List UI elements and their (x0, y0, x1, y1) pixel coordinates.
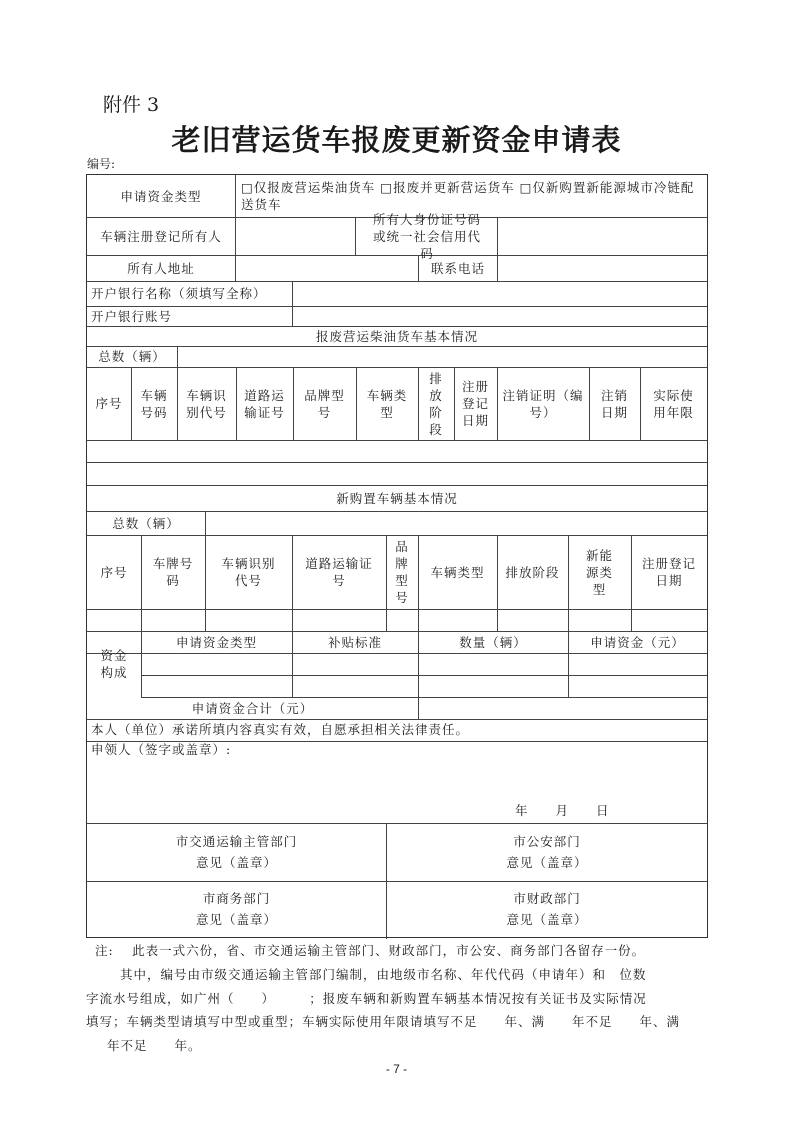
note-line-5: 年不足 年。 (107, 1038, 202, 1053)
approval-opinion: 意见（盖章） (506, 855, 588, 870)
approval-dept: 市公安部门 (513, 834, 581, 849)
scrap-row[interactable] (87, 462, 707, 485)
new-col-header: 新能源类型 (585, 547, 613, 597)
scrap-col-header: 实际使用年限 (653, 387, 694, 420)
scrap-col-header: 品牌型号 (304, 387, 345, 420)
scrap-row[interactable] (87, 440, 707, 462)
address-input[interactable] (236, 255, 418, 281)
scrap-col-header: 注销日期 (600, 387, 628, 420)
scrap-col-header: 序号 (95, 396, 123, 411)
new-total-label: 总数（辆） (112, 515, 180, 531)
serial-label: 编号: (87, 157, 116, 171)
declaration-date: 年 月 日 (515, 803, 610, 818)
id-input[interactable] (498, 217, 706, 255)
declaration-promise: 本人（单位）承诺所填内容真实有效，自愿承担相关法律责任。 (91, 722, 470, 737)
approval-dept: 市财政部门 (513, 891, 581, 906)
address-label: 所有人地址 (127, 260, 195, 276)
fund-type-label: 申请资金类型 (120, 188, 202, 204)
owner-label: 车辆注册登记所有人 (100, 228, 222, 244)
phone-input[interactable] (498, 255, 706, 281)
application-form-table (86, 174, 708, 938)
bank-name-label: 开户银行名称（须填写全称） (91, 286, 267, 301)
new-col-header: 排放阶段 (505, 564, 560, 580)
scrap-col-header: 车辆识别代号 (186, 387, 227, 420)
funding-label: 资金构成 (100, 648, 128, 680)
note-line-1: 注: 此表一式六份，省、市交通运输主管部门、财政部门，市公安、商务部门各留存一份。 (95, 943, 646, 958)
attachment-label: 附件 3 (103, 94, 160, 116)
new-row[interactable] (87, 609, 707, 631)
new-col-header: 道路运输证号 (305, 556, 373, 588)
scrap-col-header: 注册登记日期 (462, 379, 490, 428)
funding-col-header: 申请资金（元） (590, 634, 685, 650)
new-col-header: 品牌型号 (395, 539, 409, 605)
approval-finance[interactable] (387, 881, 707, 937)
scrap-total-input[interactable] (178, 346, 706, 367)
funding-col-header: 补贴标准 (327, 634, 382, 650)
approval-opinion: 意见（盖章） (195, 855, 277, 870)
declaration-signer[interactable]: 申领人（签字或盖章）: (91, 742, 232, 757)
scrap-col-header: 注销证明（编号） (502, 387, 584, 420)
id-label: 所有人身份证号码或统一社会信用代码 (372, 211, 481, 261)
new-col-header: 车辆识别代号 (221, 556, 276, 588)
funding-col-header: 数量（辆） (459, 634, 527, 650)
scrap-col-header: 排放阶段 (429, 370, 443, 437)
scrap-section-title: 报废营运柴油货车基本情况 (315, 328, 478, 344)
new-col-header: 序号 (100, 564, 128, 580)
page-title: 老旧营运货车报废更新资金申请表 (171, 123, 622, 157)
bank-name-input[interactable] (293, 281, 706, 306)
bank-account-input[interactable] (293, 306, 706, 326)
approval-opinion: 意见（盖章） (506, 912, 588, 927)
approval-transport[interactable] (87, 823, 386, 881)
owner-input[interactable] (236, 217, 355, 255)
new-col-header: 车辆类型 (430, 564, 485, 580)
note-line-4: 填写；车辆类型请填写中型或重型；车辆实际使用年限请填写不足 年、满 年不足 年、满 (86, 1014, 681, 1029)
note-line-2: 其中，编号由市级交通运输主管部门编制，由地级市名称、年代代码（申请年）和 位数 (120, 967, 647, 982)
bank-account-label: 开户银行账号 (91, 308, 173, 324)
scrap-col-header: 道路运输证号 (244, 387, 285, 420)
funding-rows[interactable] (141, 653, 707, 697)
scrap-col-header: 车辆类型 (366, 387, 408, 420)
new-col-header: 车牌号码 (152, 556, 194, 588)
fund-type-options[interactable]: □仅报废营运柴油货车 □报废并更新营运货车 □仅新购置新能源城市冷链配送货车 (241, 180, 695, 212)
note-line-3: 字流水号组成，如广州（ ） ；报废车辆和新购置车辆基本情况按有关证书及实际情况 (86, 991, 647, 1006)
funding-total-label: 申请资金合计（元） (191, 700, 314, 716)
approval-dept: 市交通运输主管部门 (175, 834, 298, 849)
phone-label: 联系电话 (430, 260, 485, 276)
approval-dept: 市商务部门 (202, 891, 271, 906)
approval-opinion: 意见（盖章） (195, 912, 277, 927)
new-col-header: 注册登记日期 (641, 556, 696, 588)
funding-col-header: 申请资金类型 (175, 634, 257, 650)
approval-commerce[interactable] (87, 881, 386, 937)
scrap-col-header: 车辆号码 (140, 387, 168, 420)
funding-total-input[interactable] (419, 697, 706, 719)
approval-police[interactable] (387, 823, 707, 881)
page-number: - 7 - (385, 1062, 408, 1076)
scrap-total-label: 总数（辆） (98, 349, 166, 364)
new-section-title: 新购置车辆基本情况 (336, 490, 458, 506)
new-total-input[interactable] (206, 511, 706, 535)
